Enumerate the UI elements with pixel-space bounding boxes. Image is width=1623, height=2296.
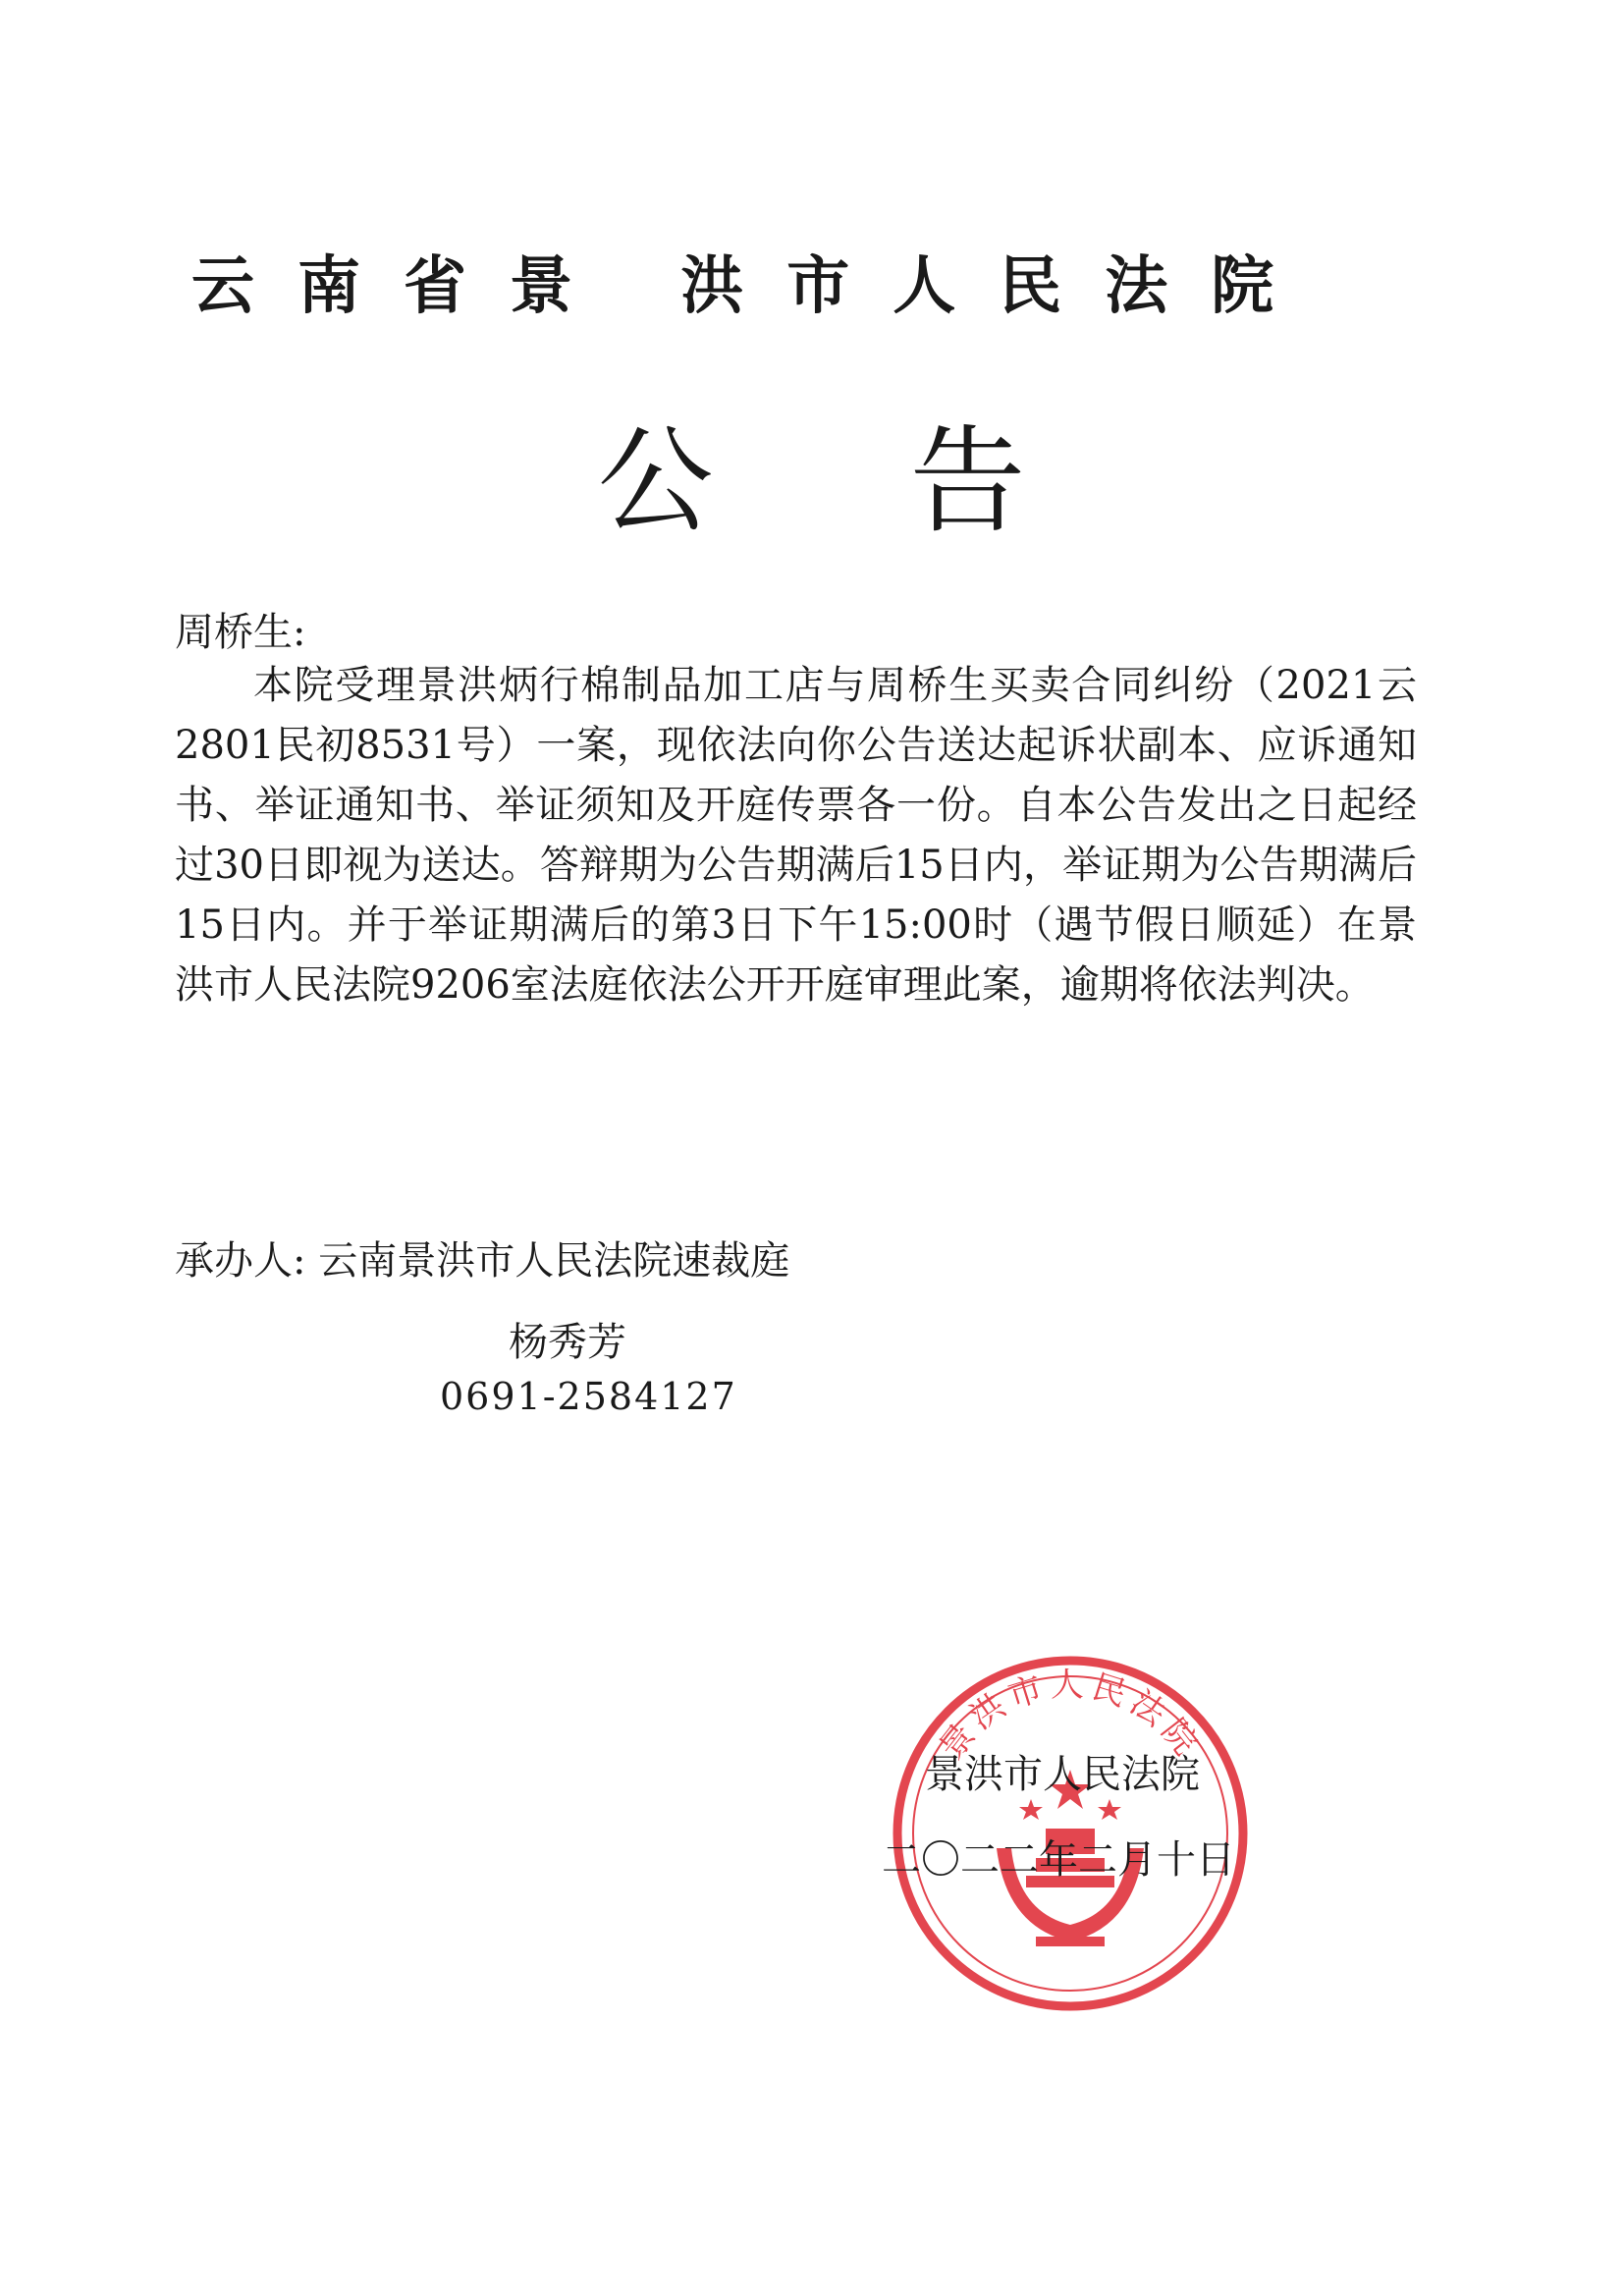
notice-body-paragraph: 本院受理景洪炳行棉制品加工店与周桥生买卖合同纠纷（2021云2801民初8531号）一案，现依法向你公告送达起诉状副本、应诉通知书、举证通知书、举证须知及开庭传票各一份。自本公告发出之日起经过30日即视为送达。答辩期为公告期满后15日内，举证期为公告期满后15日内。并于举证期满后的第3日下午15:00时（遇节假日顺延）在景洪市人民法院9206室法庭依法公开开庭审理此案，逾期将依法判决。: [175, 663, 1417, 1008]
signing-date: 二〇二二年二月十日: [882, 1837, 1235, 1883]
notice-title: 公告: [597, 413, 1222, 549]
seal-text: 景洪市人民法院: [932, 1666, 1209, 1768]
case-handler-name: 杨秀芳: [509, 1320, 626, 1365]
signing-court: 景洪市人民法院: [925, 1752, 1200, 1797]
case-handler-phone: 0691-2584127: [440, 1375, 737, 1418]
addressee: 周桥生:: [175, 610, 306, 655]
court-name-heading: 云南省景 洪市人民法院: [191, 250, 1318, 323]
case-handler-line: 承办人: 云南景洪市人民法院速裁庭: [175, 1238, 790, 1284]
